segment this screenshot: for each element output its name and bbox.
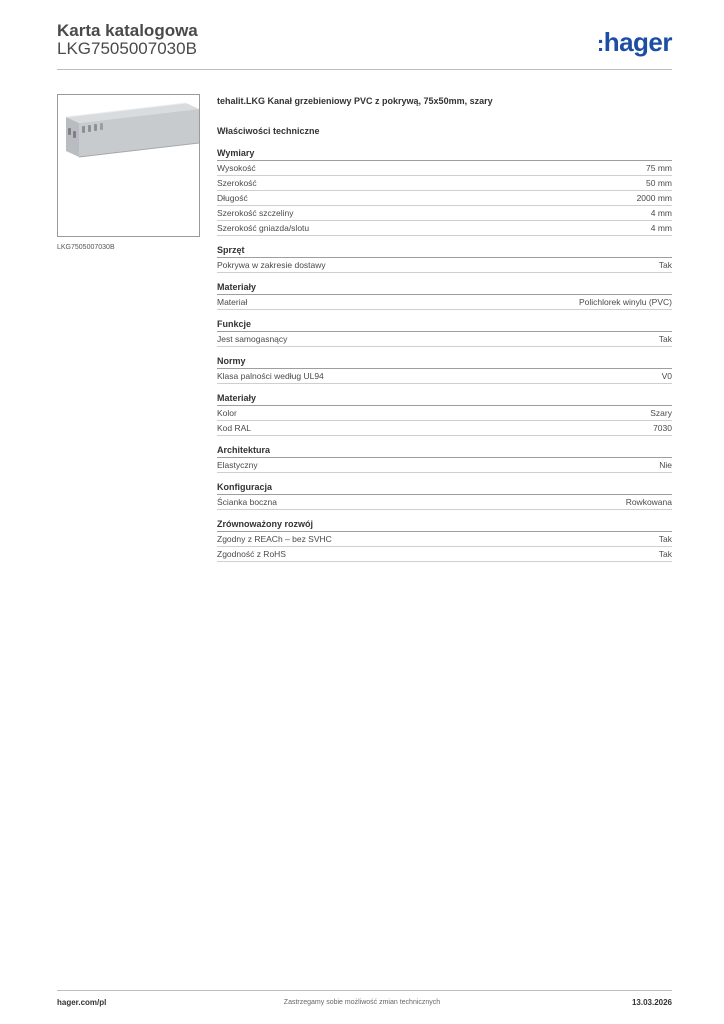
spec-row — [217, 421, 672, 436]
spec-value: Tak — [658, 260, 672, 270]
spec-label: Kolor — [217, 408, 237, 418]
spec-value: Szary — [650, 408, 672, 418]
spec-label: Szerokość — [217, 178, 257, 188]
spec-row — [217, 547, 672, 562]
spec-value: Rowkowana — [625, 497, 672, 507]
spec-label: Kod RAL — [217, 423, 252, 433]
spec-group — [217, 393, 672, 436]
spec-value: 4 mm — [650, 223, 672, 233]
spec-row — [217, 258, 672, 273]
spec-label: Szerokość szczeliny — [217, 208, 294, 218]
spec-group — [217, 482, 672, 510]
spec-group-title: Wymiary — [217, 148, 672, 161]
spec-label: Zgodny z REACh – bez SVHC — [217, 534, 332, 544]
spec-row — [217, 332, 672, 347]
spec-group-title: Materiały — [217, 393, 672, 406]
product-code: LKG7505007030B — [57, 39, 197, 58]
spec-group — [217, 282, 672, 310]
product-image — [57, 94, 200, 237]
spec-group — [217, 356, 672, 384]
spec-group-title: Sprzęt — [217, 245, 672, 258]
spec-group-title: Architektura — [217, 445, 672, 458]
spec-group — [217, 319, 672, 347]
spec-value: Tak — [658, 534, 672, 544]
logo-colon-icon: : — [596, 31, 604, 56]
spec-row — [217, 295, 672, 310]
spec-row — [217, 495, 672, 510]
cable-duct-illustration — [58, 95, 199, 236]
spec-label: Zgodność z RoHS — [217, 549, 286, 559]
spec-label: Szerokość gniazda/slotu — [217, 223, 310, 233]
footer-website-link[interactable]: hager.com/pl — [57, 998, 107, 1007]
document-title: Karta katalogowa — [57, 21, 198, 40]
spec-value: 7030 — [653, 423, 672, 433]
hager-logo — [597, 27, 672, 58]
spec-groups — [217, 148, 672, 562]
header-divider — [57, 69, 672, 70]
spec-group-title: Funkcje — [217, 319, 672, 332]
logo-text: hager — [603, 27, 672, 57]
spec-row — [217, 221, 672, 236]
spec-value: 4 mm — [650, 208, 672, 218]
spec-label: Jest samogasnący — [217, 334, 288, 344]
spec-value: 75 mm — [646, 163, 672, 173]
spec-group — [217, 519, 672, 562]
spec-value: Tak — [658, 334, 672, 344]
spec-label: Długość — [217, 193, 248, 203]
image-caption: LKG7505007030B — [57, 244, 115, 251]
spec-group-title: Konfiguracja — [217, 482, 672, 495]
footer-divider — [57, 990, 672, 991]
spec-row — [217, 191, 672, 206]
spec-label: Klasa palności według UL94 — [217, 371, 324, 381]
spec-row — [217, 176, 672, 191]
spec-value: 2000 mm — [636, 193, 672, 203]
spec-group — [217, 445, 672, 473]
spec-label: Materiał — [217, 297, 248, 307]
spec-value: Polichlorek winylu (PVC) — [578, 297, 672, 307]
footer-disclaimer: Zastrzegamy sobie możliwość zmian technicznych — [283, 999, 441, 1006]
spec-row — [217, 532, 672, 547]
spec-label: Wysokość — [217, 163, 256, 173]
footer-date: 13.03.2026 — [631, 998, 672, 1007]
spec-group — [217, 148, 672, 236]
technical-properties-heading: Właściwości techniczne — [217, 126, 320, 136]
spec-label: Ścianka boczna — [217, 497, 278, 507]
spec-group-title: Normy — [217, 356, 672, 369]
spec-row — [217, 369, 672, 384]
spec-row — [217, 458, 672, 473]
spec-value: Nie — [659, 460, 672, 470]
spec-group-title: Materiały — [217, 282, 672, 295]
spec-row — [217, 161, 672, 176]
spec-value: 50 mm — [646, 178, 672, 188]
spec-group — [217, 245, 672, 273]
spec-group-title: Zrównoważony rozwój — [217, 519, 672, 532]
specification-content — [217, 96, 672, 571]
spec-label: Pokrywa w zakresie dostawy — [217, 260, 326, 270]
spec-row — [217, 206, 672, 221]
spec-label: Elastyczny — [217, 460, 258, 470]
spec-row — [217, 406, 672, 421]
spec-value: V0 — [661, 371, 672, 381]
spec-value: Tak — [658, 549, 672, 559]
product-title: tehalit.LKG Kanał grzebieniowy PVC z pokrywą, 75x50mm, szary — [217, 96, 493, 106]
